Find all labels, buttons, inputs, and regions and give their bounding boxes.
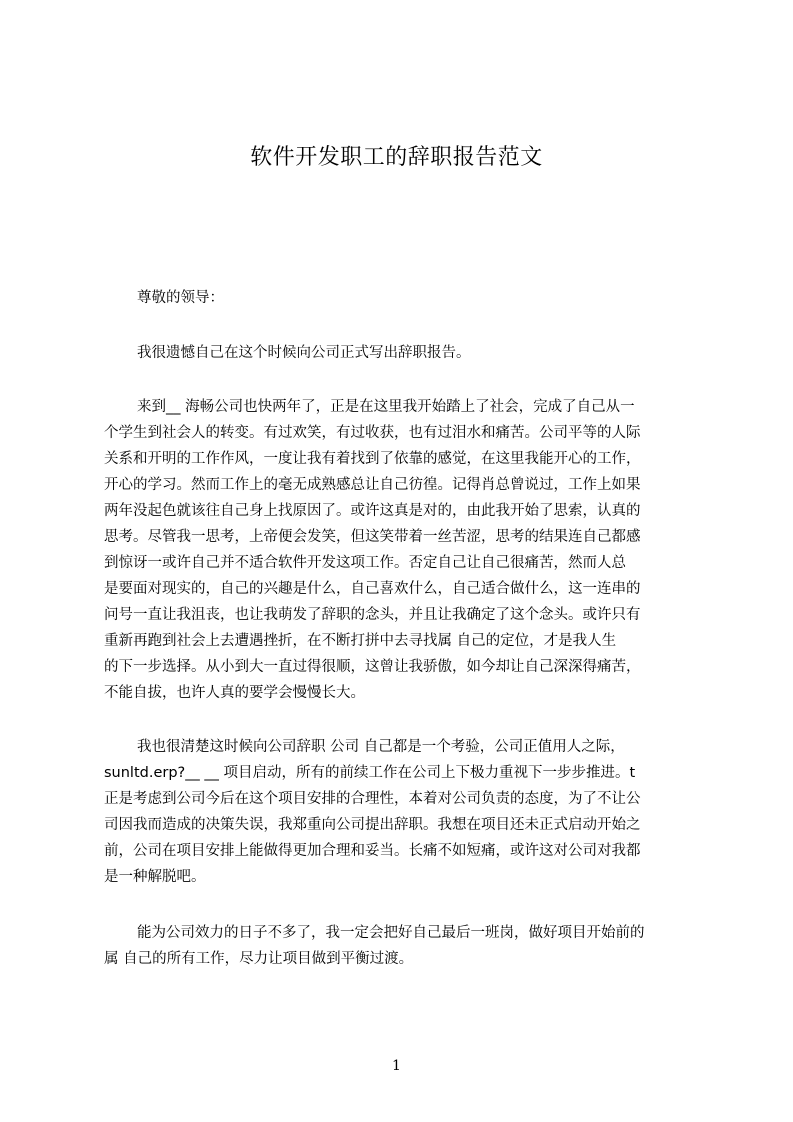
- paragraph-line: 是要面对现实的，自己的兴趣是什么，自己喜欢什么，自己适合做什么，这一连串的: [104, 581, 641, 597]
- paragraph-line: 前，公司在项目安排上能做得更加合理和妥当。长痛不如短痛，或许这对公司对我都: [104, 843, 641, 859]
- salutation: 尊敬的领导：: [137, 290, 224, 306]
- paragraph-line: 能为公司效力的日子不多了，我一定会把好自己最后一班岗，做好项目开始前的: [137, 925, 645, 941]
- paragraph-line: 问号一直让我沮丧，也让我萌发了辞职的念头，并且让我确定了这个念头。或许只有: [104, 607, 641, 623]
- paragraph-line: 个学生到社会人的转变。有过欢笑，有过收获，也有过泪水和痛苦。公司平等的人际: [104, 425, 641, 441]
- paragraph-line: sunltd.erp?__ __ 项目启动，所有的前续工作在公司上下极力重视下一步步推进。t: [104, 765, 636, 781]
- paragraph-line: 我很遗憾自己在这个时候向公司正式写出辞职报告。: [137, 345, 471, 361]
- paragraph-line: 的下一步选择。从小到大一直过得很顺，这曾让我骄傲，如今却让自己深深得痛苦，: [104, 659, 641, 675]
- paragraph-line: 不能自拔，也许人真的要学会慢慢长大。: [104, 685, 365, 701]
- paragraph-line: 重新再跑到社会上去遭遇挫折，在不断打拼中去寻找属 自己的定位，才是我人生: [104, 633, 617, 649]
- paragraph-line: 到惊讶一或许自己并不适合软件开发这项工作。否定自己让自己很痛苦，然而人总: [104, 555, 626, 571]
- paragraph-line: 两年没起色就该往自己身上找原因了。或许这真是对的，由此我开始了思索，认真的: [104, 503, 641, 519]
- paragraph-line: 司因我而造成的决策失误，我郑重向公司提出辞职。我想在项目还未正式启动开始之: [104, 817, 641, 833]
- paragraph-line: 来到__ 海畅公司也快两年了，正是在这里我开始踏上了社会，完成了自己从一: [137, 399, 635, 415]
- document-title: 软件开发职工的辞职报告范文: [250, 145, 543, 170]
- paragraph-line: 我也很清楚这时候向公司辞职 公司 自己都是一个考验，公司正值用人之际，: [137, 739, 625, 755]
- paragraph-line: 开心的学习。然而工作上的毫无成熟感总让自己彷徨。记得肖总曾说过，工作上如果: [104, 477, 641, 493]
- paragraph-line: 思考。尽管我一思考，上帝便会发笑，但这笑带着一丝苦涩，思考的结果连自己都感: [104, 529, 641, 545]
- paragraph-line: 是一种解脱吧。: [104, 869, 206, 885]
- paragraph-line: 关系和开明的工作作风，一度让我有着找到了依靠的感觉，在这里我能开心的工作，: [104, 451, 641, 467]
- paragraph-line: 正是考虑到公司今后在这个项目安排的合理性，本着对公司负责的态度，为了不让公: [104, 791, 641, 807]
- page-number: 1: [392, 1058, 401, 1074]
- paragraph-line: 属 自己的所有工作，尽力让项目做到平衡过渡。: [104, 951, 414, 967]
